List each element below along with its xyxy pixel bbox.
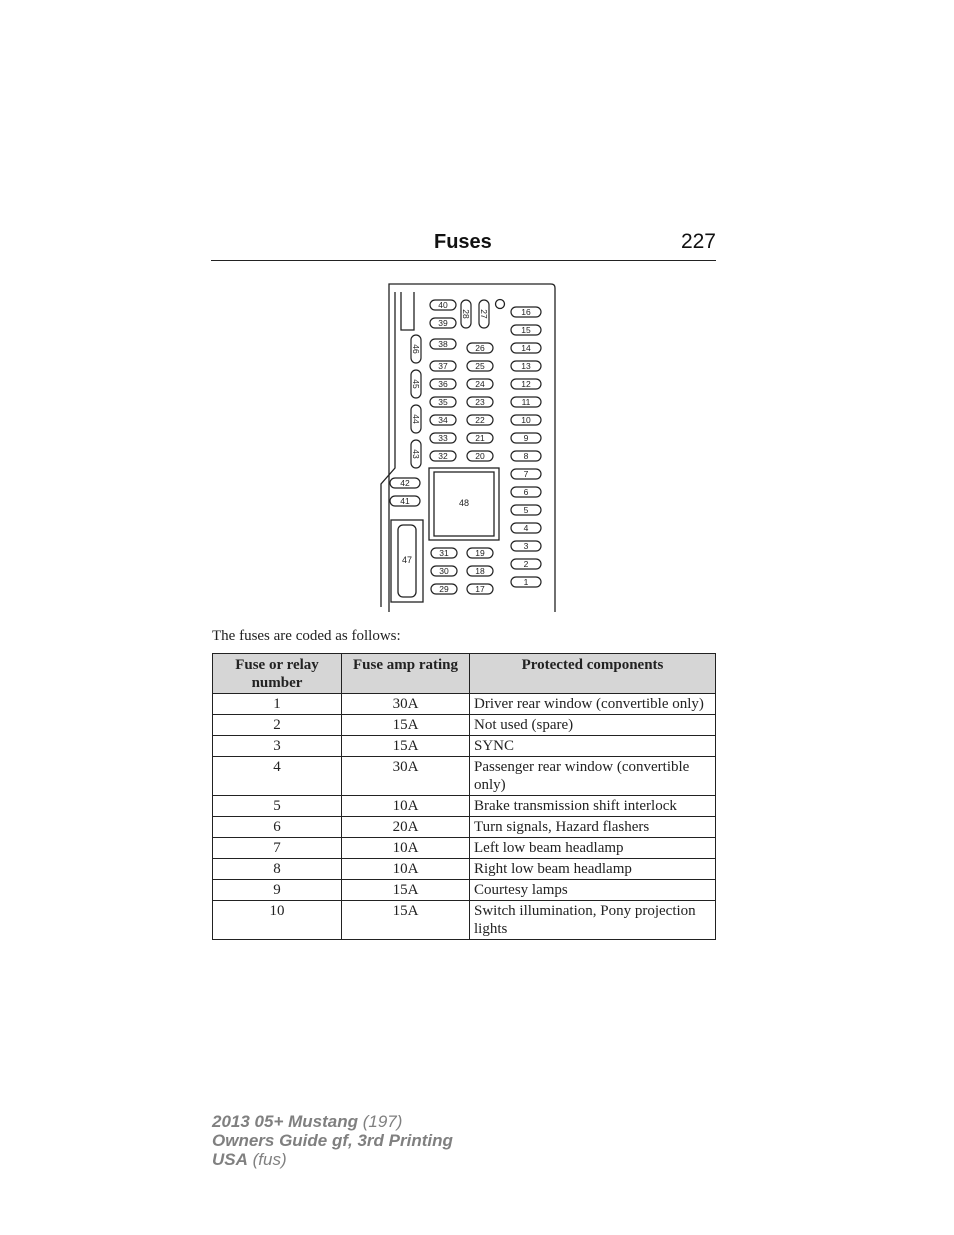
fuse-30: [431, 566, 457, 576]
svg-text:39: 39: [438, 318, 448, 328]
svg-text:35: 35: [438, 397, 448, 407]
cell-rating: 15A: [342, 880, 470, 901]
svg-text:32: 32: [438, 451, 448, 461]
fuse-41: [390, 496, 420, 506]
svg-text:16: 16: [521, 307, 531, 317]
svg-text:34: 34: [438, 415, 448, 425]
cell-rating: 30A: [342, 757, 470, 796]
svg-text:18: 18: [475, 566, 485, 576]
cell-component: Not used (spare): [470, 715, 716, 736]
svg-text:23: 23: [475, 397, 485, 407]
cell-rating: 15A: [342, 901, 470, 940]
svg-text:5: 5: [523, 505, 529, 515]
fuse-39: [430, 318, 456, 328]
fuse-5: [511, 505, 541, 515]
cell-rating: 10A: [342, 838, 470, 859]
fuse-1: [511, 577, 541, 587]
svg-text:25: 25: [475, 361, 485, 371]
cell-rating: 10A: [342, 796, 470, 817]
cell-component: SYNC: [470, 736, 716, 757]
fuse-35: [430, 397, 456, 407]
relay-label: 48: [458, 498, 470, 508]
col-header-number: Fuse or relay number: [213, 654, 342, 694]
fuse-36: [430, 379, 456, 389]
fuse-3: [511, 541, 541, 551]
svg-text:33: 33: [438, 433, 448, 443]
svg-text:22: 22: [475, 415, 485, 425]
cell-number: 3: [213, 736, 342, 757]
svg-text:24: 24: [475, 379, 485, 389]
cell-component: Turn signals, Hazard flashers: [470, 817, 716, 838]
fuse-44: [411, 405, 421, 433]
fuse-17: [467, 584, 493, 594]
footer-region: USA: [212, 1150, 248, 1169]
cell-component: Courtesy lamps: [470, 880, 716, 901]
svg-text:28: 28: [461, 309, 471, 319]
fuse-21: [467, 433, 493, 443]
cell-component: Left low beam headlamp: [470, 838, 716, 859]
fuse-22: [467, 415, 493, 425]
fuse-32: [430, 451, 456, 461]
fuse-20: [467, 451, 493, 461]
fuse-14: [511, 343, 541, 353]
cell-number: 6: [213, 817, 342, 838]
svg-text:27: 27: [479, 309, 489, 319]
svg-text:36: 36: [438, 379, 448, 389]
fuse-38: [430, 339, 456, 349]
fuse-37: [430, 361, 456, 371]
fuse-2: [511, 559, 541, 569]
svg-text:43: 43: [411, 449, 421, 459]
footer-region-code: (fus): [247, 1150, 287, 1169]
table-row: [213, 736, 716, 757]
svg-text:1: 1: [523, 577, 529, 587]
svg-text:17: 17: [475, 584, 485, 594]
maxi-fuse-label: 47: [401, 555, 413, 565]
cell-number: 1: [213, 694, 342, 715]
cell-number: 2: [213, 715, 342, 736]
cell-component: Driver rear window (convertible only): [470, 694, 716, 715]
fuse-6: [511, 487, 541, 497]
footer-model-code: (197): [358, 1112, 403, 1131]
page-header: [211, 228, 716, 261]
svg-text:19: 19: [475, 548, 485, 558]
cell-number: 8: [213, 859, 342, 880]
svg-text:41: 41: [400, 496, 410, 506]
page-number: 227: [680, 230, 716, 253]
fuse-45: [411, 370, 421, 398]
svg-text:26: 26: [475, 343, 485, 353]
fuse-27: [479, 300, 489, 328]
svg-text:12: 12: [521, 379, 531, 389]
fuse-4: [511, 523, 541, 533]
svg-text:20: 20: [475, 451, 485, 461]
svg-text:3: 3: [523, 541, 529, 551]
cell-number: 10: [213, 901, 342, 940]
svg-text:2: 2: [523, 559, 529, 569]
cell-number: 4: [213, 757, 342, 796]
svg-text:4: 4: [523, 523, 529, 533]
svg-text:8: 8: [523, 451, 529, 461]
table-row: [213, 901, 716, 940]
svg-text:29: 29: [439, 584, 449, 594]
cell-rating: 30A: [342, 694, 470, 715]
col-header-components: Protected components: [470, 654, 716, 694]
fuse-19: [467, 548, 493, 558]
cell-rating: 15A: [342, 736, 470, 757]
cell-number: 5: [213, 796, 342, 817]
fuse-16: [511, 307, 541, 317]
svg-text:42: 42: [400, 478, 410, 488]
svg-text:14: 14: [521, 343, 531, 353]
table-row: [213, 796, 716, 817]
cell-component: Switch illumination, Pony projection lights: [470, 901, 716, 940]
table-row: [213, 880, 716, 901]
fuse-26: [467, 343, 493, 353]
svg-text:46: 46: [411, 344, 421, 354]
svg-text:13: 13: [521, 361, 531, 371]
footer-line-1: [212, 1112, 453, 1131]
fuse-9: [511, 433, 541, 443]
fuse-42: [390, 478, 420, 488]
cell-rating: 10A: [342, 859, 470, 880]
fuse-18: [467, 566, 493, 576]
table-row: [213, 859, 716, 880]
cell-rating: 20A: [342, 817, 470, 838]
fuse-31: [431, 548, 457, 558]
svg-text:38: 38: [438, 339, 448, 349]
table-row: [213, 757, 716, 796]
fuse-24: [467, 379, 493, 389]
svg-text:30: 30: [439, 566, 449, 576]
fuse-34: [430, 415, 456, 425]
fuse-15: [511, 325, 541, 335]
svg-text:40: 40: [438, 300, 448, 310]
cell-rating: 15A: [342, 715, 470, 736]
page-title: Fuses: [434, 231, 492, 253]
svg-text:21: 21: [475, 433, 485, 443]
fuse-40: [430, 300, 456, 310]
table-header-row: [213, 654, 716, 694]
svg-text:45: 45: [411, 379, 421, 389]
cell-component: Right low beam headlamp: [470, 859, 716, 880]
fuse-10: [511, 415, 541, 425]
cell-number: 9: [213, 880, 342, 901]
cell-component: Brake transmission shift interlock: [470, 796, 716, 817]
intro-text: The fuses are coded as follows:: [212, 628, 401, 644]
fuse-table: [212, 653, 716, 940]
fuse-29: [431, 584, 457, 594]
fuse-7: [511, 469, 541, 479]
table-row: [213, 715, 716, 736]
fuse-11: [511, 397, 541, 407]
cell-number: 7: [213, 838, 342, 859]
svg-text:9: 9: [523, 433, 529, 443]
svg-text:7: 7: [523, 469, 529, 479]
svg-text:31: 31: [439, 548, 449, 558]
svg-text:11: 11: [521, 397, 531, 407]
fuse-23: [467, 397, 493, 407]
footer-line-2: [212, 1131, 453, 1150]
table-row: [213, 694, 716, 715]
fuse-46: [411, 335, 421, 363]
fuse-12: [511, 379, 541, 389]
col-header-rating: Fuse amp rating: [342, 654, 470, 694]
footer-model: 2013 05+ Mustang: [212, 1112, 358, 1131]
cell-component: Passenger rear window (convertible only): [470, 757, 716, 796]
fuse-28: [461, 300, 471, 328]
footer-line-3: [212, 1150, 453, 1169]
table-row: [213, 838, 716, 859]
fuse-43: [411, 440, 421, 468]
fuse-13: [511, 361, 541, 371]
svg-text:10: 10: [521, 415, 531, 425]
svg-text:37: 37: [438, 361, 448, 371]
svg-text:44: 44: [411, 414, 421, 424]
fuse-panel-diagram: [379, 282, 559, 614]
fuse-25: [467, 361, 493, 371]
footer-guide: Owners Guide gf, 3rd Printing: [212, 1131, 453, 1150]
svg-text:6: 6: [523, 487, 529, 497]
fuse-8: [511, 451, 541, 461]
page-footer: [212, 1112, 453, 1169]
svg-text:15: 15: [521, 325, 531, 335]
fuse-33: [430, 433, 456, 443]
table-row: [213, 817, 716, 838]
